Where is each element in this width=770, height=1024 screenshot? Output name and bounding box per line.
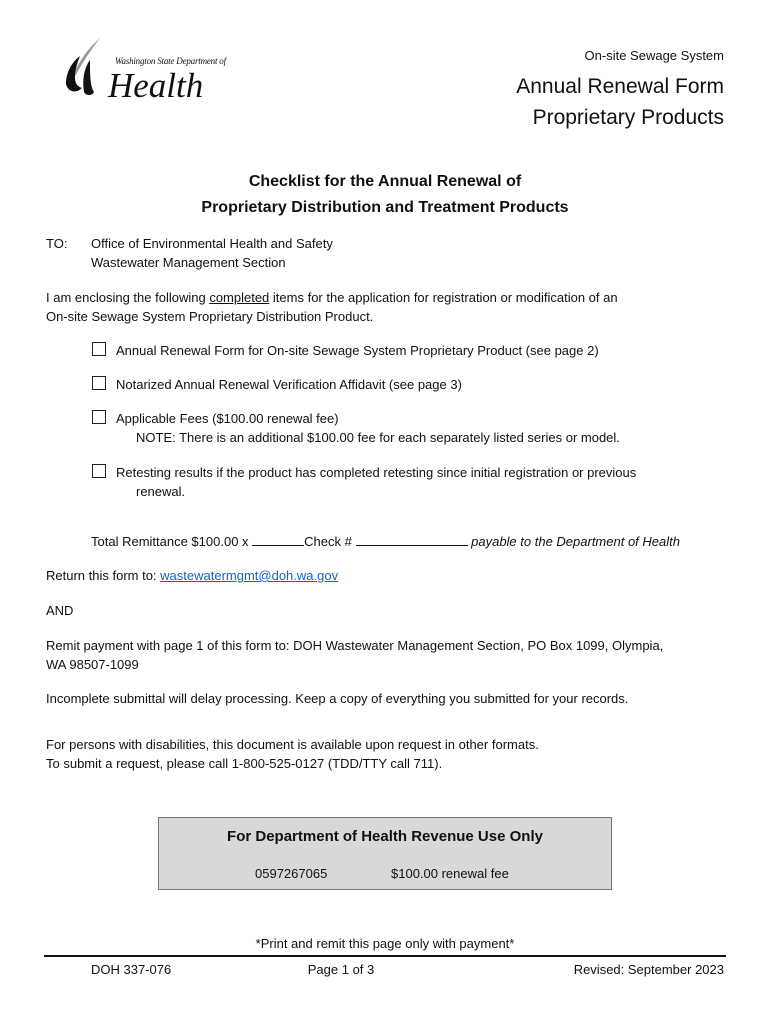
doh-swoosh-logo-icon: [60, 36, 112, 108]
return-email-link[interactable]: wastewatermgmt@doh.wa.gov: [160, 568, 339, 583]
checklist-item-1: Annual Renewal Form for On-site Sewage System Proprietary Product (see page 2): [116, 343, 599, 358]
form-title: [516, 71, 724, 133]
intro-line2: On-site Sewage System Proprietary Distribution Product.: [46, 309, 374, 324]
checklist-item-2: Notarized Annual Renewal Verification Affidavit (see page 3): [116, 377, 462, 392]
revenue-box-title: For Department of Health Revenue Use Only: [227, 828, 543, 845]
footer-form-number: DOH 337-076: [91, 962, 172, 977]
and-text: AND: [46, 603, 74, 618]
check-number-field[interactable]: [356, 533, 468, 546]
checklist-item-3-note: NOTE: There is an additional $100.00 fee for each separately listed series or model.: [136, 430, 620, 445]
incomplete-notice: Incomplete submittal will delay processing. Keep a copy of everything you submitted for your records.: [46, 691, 629, 706]
accessibility-line1: For persons with disabilities, this document is available upon request in other formats.: [46, 737, 539, 752]
to-label: TO:: [46, 236, 68, 251]
checklist-checkbox-3[interactable]: [92, 410, 106, 424]
footer-divider: [44, 955, 726, 957]
total-remittance-label: Total Remittance $100.00 x: [91, 534, 249, 549]
return-label: Return this form to:: [46, 568, 161, 583]
accessibility-line2: To submit a request, please call 1-800-525-0127 (TDD/TTY call 711).: [46, 756, 443, 771]
logo-department-text: Washington State Department of: [115, 56, 226, 66]
remittance-line: [91, 532, 680, 551]
document-title-line1: Checklist for the Annual Renewal of: [248, 173, 522, 190]
accessibility-notice: [46, 735, 539, 773]
checklist-item-3: Applicable Fees ($100.00 renewal fee): [116, 411, 339, 426]
remit-line1: Remit payment with page 1 of this form to: DOH Wastewater Management Section, PO Box 1099, Olympia,: [46, 638, 664, 653]
checklist-checkbox-2[interactable]: [92, 376, 106, 390]
revenue-use-box: [158, 817, 612, 890]
revenue-code: 0597267065: [255, 866, 328, 881]
remit-text: [46, 636, 663, 674]
remit-line2: WA 98507-1099: [46, 657, 139, 672]
checklist-item-4: Retesting results if the product has completed retesting since initial registration or previous: [116, 465, 637, 480]
check-number-label: Check #: [304, 534, 352, 549]
document-title: [0, 169, 770, 221]
quantity-field[interactable]: [252, 533, 304, 546]
intro-after: items for the application for registration or modification of an: [269, 290, 618, 305]
logo-health-text: Health: [108, 66, 204, 105]
form-title-line1: Annual Renewal Form: [516, 75, 724, 98]
return-line: [46, 566, 338, 585]
intro-before: I am enclosing the following: [46, 290, 210, 305]
checklist-checkbox-1[interactable]: [92, 342, 106, 356]
intro-underlined: completed: [209, 290, 270, 305]
payable-to-text: payable to the Department of Health: [471, 534, 680, 549]
to-address: [91, 234, 333, 272]
to-address-line1: Office of Environmental Health and Safety: [91, 236, 333, 251]
to-address-line2: Wastewater Management Section: [91, 255, 286, 270]
program-label: On-site Sewage System: [584, 48, 724, 63]
document-title-line2: Proprietary Distribution and Treatment Products: [201, 199, 569, 216]
footer-page-number: Page 1 of 3: [307, 962, 375, 977]
form-title-line2: Proprietary Products: [532, 106, 724, 129]
doh-logo: [60, 36, 226, 108]
print-note: *Print and remit this page only with payment*: [255, 936, 515, 951]
revenue-fee: $100.00 renewal fee: [391, 866, 509, 881]
footer-revised: Revised: September 2023: [573, 962, 724, 977]
intro-text: [46, 288, 736, 326]
checklist-checkbox-4[interactable]: [92, 464, 106, 478]
checklist-item-4-note: renewal.: [136, 484, 186, 499]
intro-line1: [46, 288, 736, 307]
